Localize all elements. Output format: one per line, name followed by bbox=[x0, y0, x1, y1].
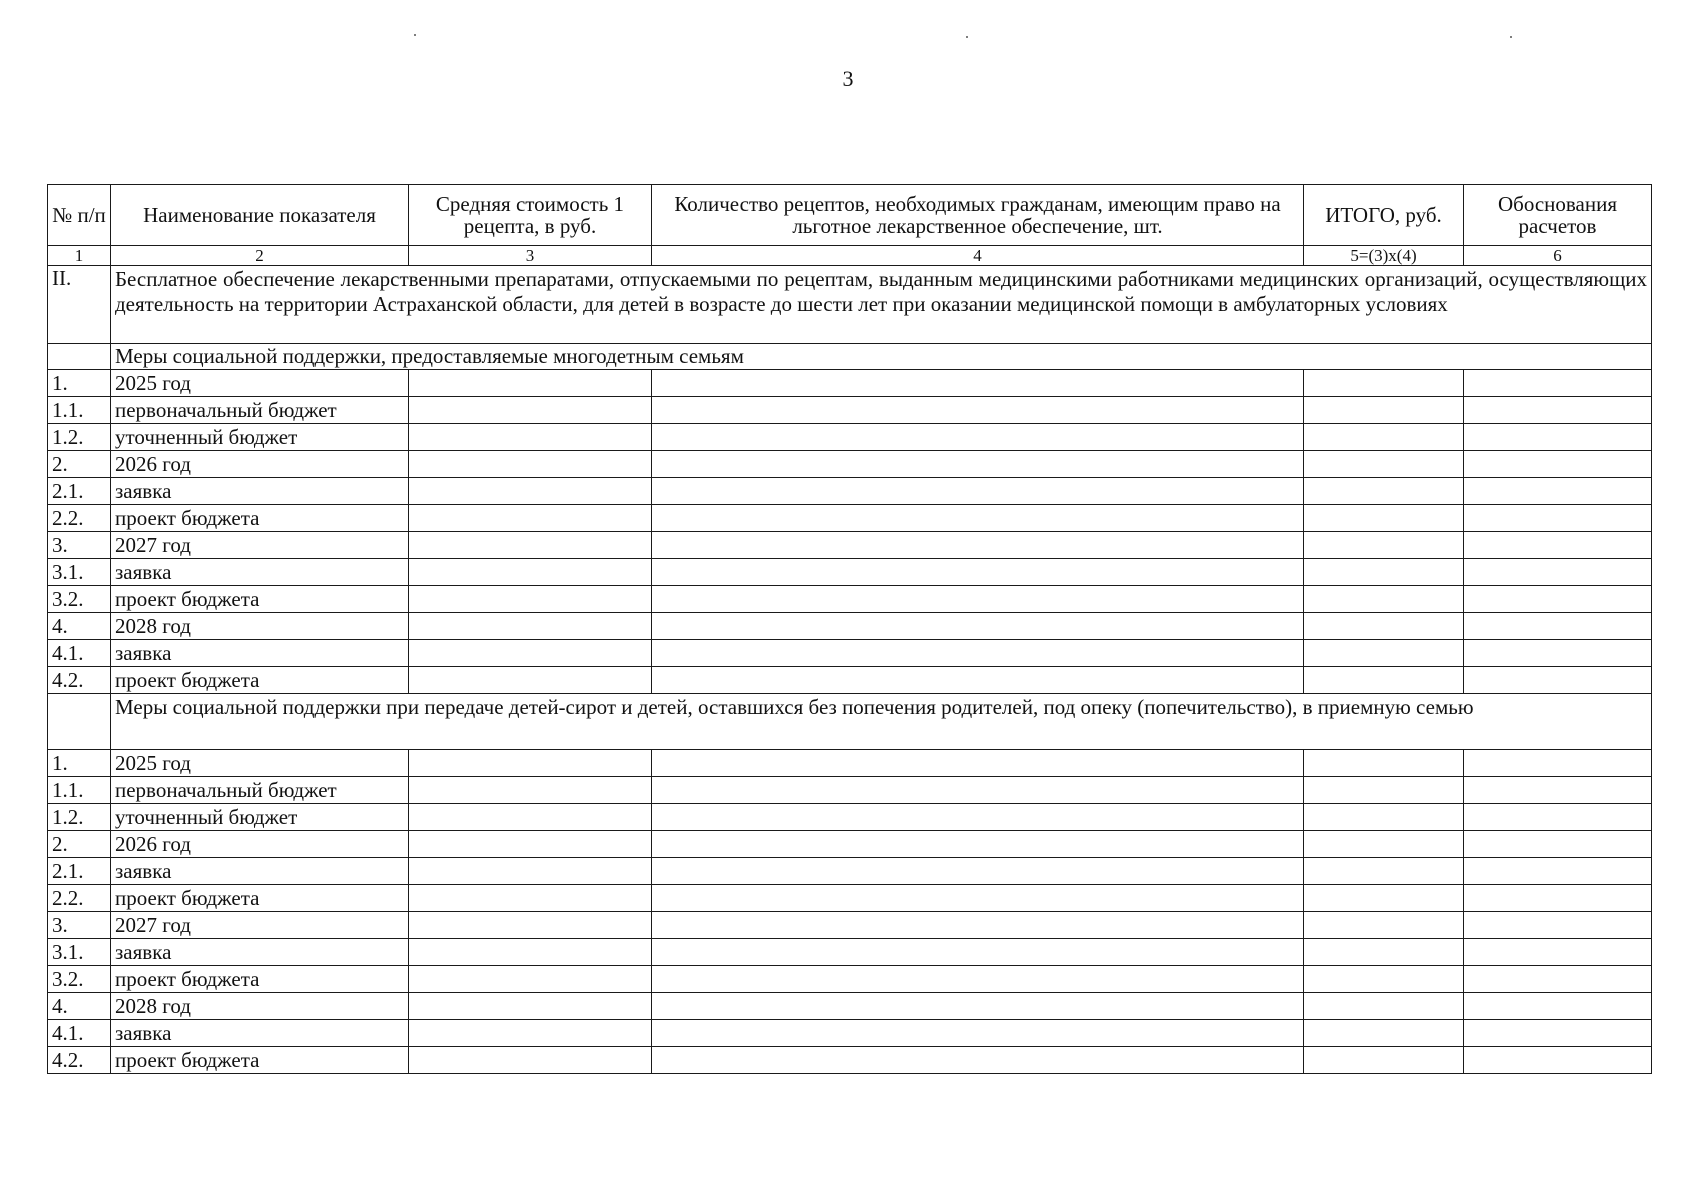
group-number-cell bbox=[48, 694, 111, 750]
row-number: 4.2. bbox=[48, 1047, 111, 1074]
row-number: 1.2. bbox=[48, 804, 111, 831]
row-number: 2. bbox=[48, 451, 111, 478]
justification-cell bbox=[1464, 505, 1652, 532]
total-cell bbox=[1304, 1020, 1464, 1047]
prescription-count-cell bbox=[652, 451, 1304, 478]
average-cost-cell bbox=[409, 451, 652, 478]
justification-cell bbox=[1464, 966, 1652, 993]
table-row bbox=[48, 966, 1652, 993]
total-cell bbox=[1304, 478, 1464, 505]
row-number: 4.2. bbox=[48, 667, 111, 694]
total-cell bbox=[1304, 613, 1464, 640]
total-cell bbox=[1304, 858, 1464, 885]
total-cell bbox=[1304, 532, 1464, 559]
header-justification: Обоснования расчетов bbox=[1464, 185, 1652, 246]
row-number: 2.2. bbox=[48, 505, 111, 532]
header-indicator-name: Наименование показателя bbox=[111, 185, 409, 246]
prescription-count-cell bbox=[652, 613, 1304, 640]
justification-cell bbox=[1464, 1020, 1652, 1047]
prescription-count-cell bbox=[652, 559, 1304, 586]
average-cost-cell bbox=[409, 993, 652, 1020]
prescription-count-cell bbox=[652, 831, 1304, 858]
total-cell bbox=[1304, 993, 1464, 1020]
prescription-count-cell bbox=[652, 478, 1304, 505]
table-row bbox=[48, 912, 1652, 939]
column-number: 6 bbox=[1464, 246, 1652, 266]
average-cost-cell bbox=[409, 640, 652, 667]
justification-cell bbox=[1464, 424, 1652, 451]
prescription-count-cell bbox=[652, 1047, 1304, 1074]
prescription-count-cell bbox=[652, 424, 1304, 451]
section-row bbox=[48, 266, 1652, 344]
table-row bbox=[48, 831, 1652, 858]
row-number: 4. bbox=[48, 993, 111, 1020]
row-indicator-name: уточненный бюджет bbox=[111, 424, 409, 451]
average-cost-cell bbox=[409, 750, 652, 777]
column-number: 3 bbox=[409, 246, 652, 266]
row-indicator-name: первоначальный бюджет bbox=[111, 397, 409, 424]
average-cost-cell bbox=[409, 966, 652, 993]
row-number: 2.1. bbox=[48, 858, 111, 885]
table-row bbox=[48, 424, 1652, 451]
row-indicator-name: 2027 год bbox=[111, 912, 409, 939]
column-number: 4 bbox=[652, 246, 1304, 266]
row-indicator-name: 2025 год bbox=[111, 370, 409, 397]
total-cell bbox=[1304, 397, 1464, 424]
average-cost-cell bbox=[409, 939, 652, 966]
average-cost-cell bbox=[409, 804, 652, 831]
total-cell bbox=[1304, 451, 1464, 478]
page-number: 3 bbox=[842, 66, 854, 91]
table-row bbox=[48, 613, 1652, 640]
prescription-count-cell bbox=[652, 397, 1304, 424]
total-cell bbox=[1304, 1047, 1464, 1074]
prescription-count-cell bbox=[652, 858, 1304, 885]
row-number: 2. bbox=[48, 831, 111, 858]
average-cost-cell bbox=[409, 885, 652, 912]
average-cost-cell bbox=[409, 1047, 652, 1074]
average-cost-cell bbox=[409, 505, 652, 532]
scan-speck bbox=[1510, 36, 1512, 38]
row-indicator-name: 2028 год bbox=[111, 993, 409, 1020]
prescription-count-cell bbox=[652, 667, 1304, 694]
row-number: 4. bbox=[48, 613, 111, 640]
justification-cell bbox=[1464, 804, 1652, 831]
average-cost-cell bbox=[409, 667, 652, 694]
table-row bbox=[48, 885, 1652, 912]
total-cell bbox=[1304, 912, 1464, 939]
total-cell bbox=[1304, 370, 1464, 397]
justification-cell bbox=[1464, 831, 1652, 858]
column-number: 1 bbox=[48, 246, 111, 266]
justification-cell bbox=[1464, 885, 1652, 912]
prescription-count-cell bbox=[652, 532, 1304, 559]
total-cell bbox=[1304, 885, 1464, 912]
row-indicator-name: 2027 год bbox=[111, 532, 409, 559]
prescription-count-cell bbox=[652, 993, 1304, 1020]
table-row bbox=[48, 370, 1652, 397]
justification-cell bbox=[1464, 640, 1652, 667]
average-cost-cell bbox=[409, 613, 652, 640]
row-number: 1. bbox=[48, 370, 111, 397]
column-number: 5=(3)х(4) bbox=[1304, 246, 1464, 266]
row-number: 1. bbox=[48, 750, 111, 777]
row-number: 1.2. bbox=[48, 424, 111, 451]
average-cost-cell bbox=[409, 424, 652, 451]
column-number-row bbox=[48, 246, 1652, 266]
table-row bbox=[48, 451, 1652, 478]
justification-cell bbox=[1464, 1047, 1652, 1074]
table-row bbox=[48, 804, 1652, 831]
row-indicator-name: заявка bbox=[111, 478, 409, 505]
average-cost-cell bbox=[409, 777, 652, 804]
total-cell bbox=[1304, 586, 1464, 613]
row-indicator-name: заявка bbox=[111, 1020, 409, 1047]
total-cell bbox=[1304, 505, 1464, 532]
table-row bbox=[48, 586, 1652, 613]
table-row bbox=[48, 1047, 1652, 1074]
group-title-row bbox=[48, 344, 1652, 370]
table-row bbox=[48, 640, 1652, 667]
scan-speck bbox=[414, 34, 416, 36]
justification-cell bbox=[1464, 532, 1652, 559]
total-cell bbox=[1304, 966, 1464, 993]
total-cell bbox=[1304, 424, 1464, 451]
justification-cell bbox=[1464, 667, 1652, 694]
row-number: 3.2. bbox=[48, 966, 111, 993]
prescription-count-cell bbox=[652, 885, 1304, 912]
justification-cell bbox=[1464, 750, 1652, 777]
section-title: Бесплатное обеспечение лекарственными препаратами, отпускаемыми по рецептам, выданным медицинскими работниками медицинских организаций, осуществляющих деятельность на территории Астраханской области, для детей в возрасте до шести лет при оказании медицинской помощи в амбулаторных условиях bbox=[111, 266, 1652, 344]
row-number: 3.1. bbox=[48, 939, 111, 966]
header-number: № п/п bbox=[48, 185, 111, 246]
row-indicator-name: уточненный бюджет bbox=[111, 804, 409, 831]
total-cell bbox=[1304, 559, 1464, 586]
justification-cell bbox=[1464, 397, 1652, 424]
total-cell bbox=[1304, 750, 1464, 777]
total-cell bbox=[1304, 667, 1464, 694]
row-indicator-name: заявка bbox=[111, 559, 409, 586]
average-cost-cell bbox=[409, 532, 652, 559]
justification-cell bbox=[1464, 559, 1652, 586]
justification-cell bbox=[1464, 858, 1652, 885]
group-number-cell bbox=[48, 344, 111, 370]
prescription-count-cell bbox=[652, 912, 1304, 939]
prescription-count-cell bbox=[652, 370, 1304, 397]
prescription-count-cell bbox=[652, 640, 1304, 667]
group-title: Меры социальной поддержки, предоставляемые многодетным семьям bbox=[111, 344, 1652, 370]
average-cost-cell bbox=[409, 559, 652, 586]
row-indicator-name: проект бюджета bbox=[111, 505, 409, 532]
table-row bbox=[48, 505, 1652, 532]
justification-cell bbox=[1464, 777, 1652, 804]
average-cost-cell bbox=[409, 586, 652, 613]
row-number: 4.1. bbox=[48, 1020, 111, 1047]
table-row bbox=[48, 1020, 1652, 1047]
table-row bbox=[48, 532, 1652, 559]
row-indicator-name: заявка bbox=[111, 640, 409, 667]
header-average-cost: Средняя стоимость 1 рецепта, в руб. bbox=[409, 185, 652, 246]
justification-cell bbox=[1464, 478, 1652, 505]
row-indicator-name: 2025 год bbox=[111, 750, 409, 777]
scan-speck bbox=[966, 36, 968, 38]
total-cell bbox=[1304, 640, 1464, 667]
row-number: 3. bbox=[48, 532, 111, 559]
justification-cell bbox=[1464, 451, 1652, 478]
average-cost-cell bbox=[409, 370, 652, 397]
average-cost-cell bbox=[409, 912, 652, 939]
table-row bbox=[48, 777, 1652, 804]
row-number: 4.1. bbox=[48, 640, 111, 667]
row-number: 1.1. bbox=[48, 397, 111, 424]
table-row bbox=[48, 559, 1652, 586]
average-cost-cell bbox=[409, 831, 652, 858]
prescription-count-cell bbox=[652, 586, 1304, 613]
row-number: 3. bbox=[48, 912, 111, 939]
prescription-count-cell bbox=[652, 1020, 1304, 1047]
justification-cell bbox=[1464, 613, 1652, 640]
total-cell bbox=[1304, 939, 1464, 966]
average-cost-cell bbox=[409, 858, 652, 885]
justification-cell bbox=[1464, 586, 1652, 613]
row-indicator-name: проект бюджета bbox=[111, 586, 409, 613]
table-row bbox=[48, 478, 1652, 505]
prescription-count-cell bbox=[652, 750, 1304, 777]
row-indicator-name: 2028 год bbox=[111, 613, 409, 640]
table-row bbox=[48, 993, 1652, 1020]
section-number: II. bbox=[48, 266, 111, 344]
average-cost-cell bbox=[409, 397, 652, 424]
row-indicator-name: 2026 год bbox=[111, 451, 409, 478]
row-number: 2.2. bbox=[48, 885, 111, 912]
table-row bbox=[48, 667, 1652, 694]
budget-calculation-table bbox=[47, 184, 1652, 1074]
row-indicator-name: заявка bbox=[111, 858, 409, 885]
row-indicator-name: проект бюджета bbox=[111, 1047, 409, 1074]
row-indicator-name: проект бюджета bbox=[111, 885, 409, 912]
justification-cell bbox=[1464, 993, 1652, 1020]
total-cell bbox=[1304, 831, 1464, 858]
row-indicator-name: проект бюджета bbox=[111, 966, 409, 993]
header-row bbox=[48, 185, 1652, 246]
header-total: ИТОГО, руб. bbox=[1304, 185, 1464, 246]
group-title-row bbox=[48, 694, 1652, 750]
row-number: 1.1. bbox=[48, 777, 111, 804]
prescription-count-cell bbox=[652, 777, 1304, 804]
row-number: 3.2. bbox=[48, 586, 111, 613]
justification-cell bbox=[1464, 939, 1652, 966]
table-row bbox=[48, 397, 1652, 424]
prescription-count-cell bbox=[652, 939, 1304, 966]
justification-cell bbox=[1464, 370, 1652, 397]
row-indicator-name: проект бюджета bbox=[111, 667, 409, 694]
justification-cell bbox=[1464, 912, 1652, 939]
row-indicator-name: 2026 год bbox=[111, 831, 409, 858]
total-cell bbox=[1304, 804, 1464, 831]
column-number: 2 bbox=[111, 246, 409, 266]
average-cost-cell bbox=[409, 478, 652, 505]
prescription-count-cell bbox=[652, 804, 1304, 831]
average-cost-cell bbox=[409, 1020, 652, 1047]
table-row bbox=[48, 858, 1652, 885]
table-row bbox=[48, 750, 1652, 777]
prescription-count-cell bbox=[652, 505, 1304, 532]
row-indicator-name: первоначальный бюджет bbox=[111, 777, 409, 804]
total-cell bbox=[1304, 777, 1464, 804]
row-indicator-name: заявка bbox=[111, 939, 409, 966]
prescription-count-cell bbox=[652, 966, 1304, 993]
header-prescription-count: Количество рецептов, необходимых гражданам, имеющим право на льготное лекарственное обеспечение, шт. bbox=[652, 185, 1304, 246]
row-number: 2.1. bbox=[48, 478, 111, 505]
group-title: Меры социальной поддержки при передаче детей-сирот и детей, оставшихся без попечения родителей, под опеку (попечительство), в приемную семью bbox=[111, 694, 1652, 750]
table-row bbox=[48, 939, 1652, 966]
row-number: 3.1. bbox=[48, 559, 111, 586]
